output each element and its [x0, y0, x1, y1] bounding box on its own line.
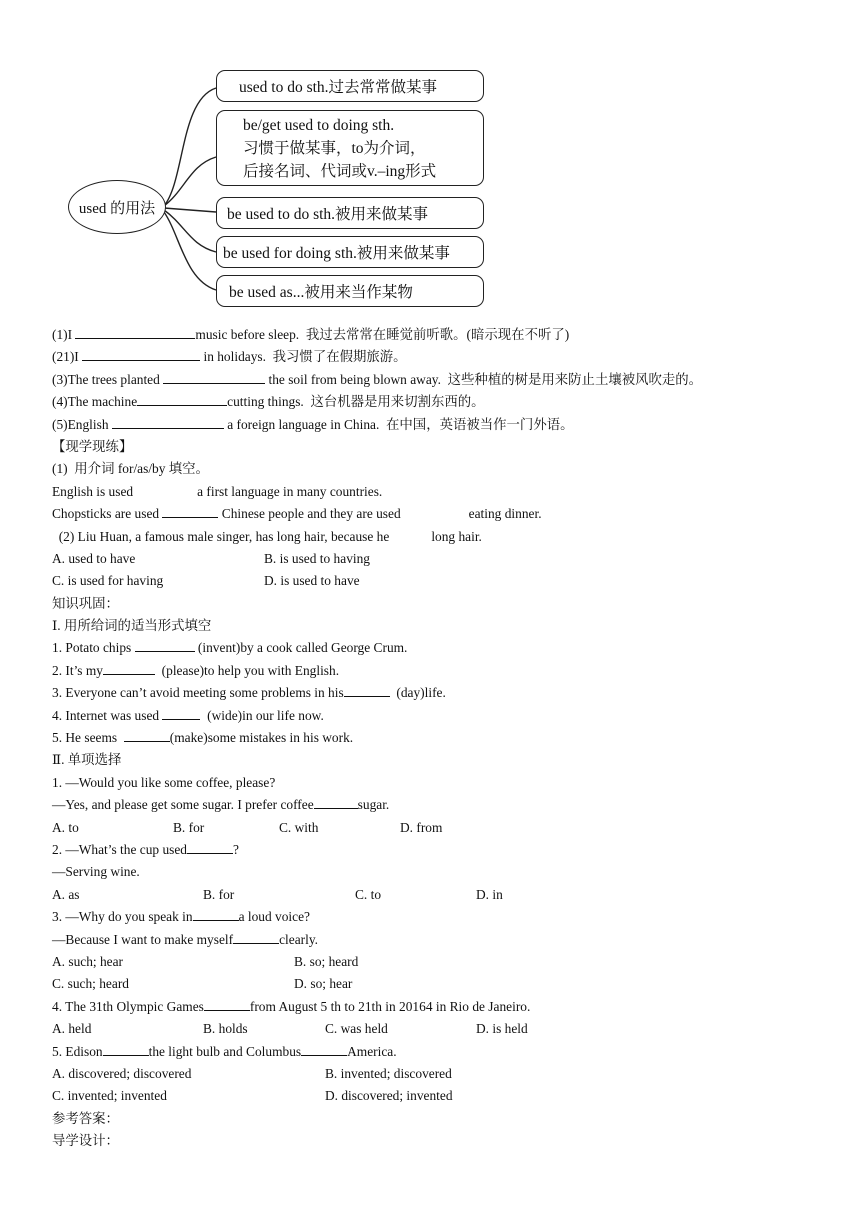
branch-1-text: used to do sth.过去常常做某事 — [239, 79, 438, 96]
option-d: D. is held — [476, 1021, 528, 1037]
text: (make)some mistakes in his work. — [169, 730, 354, 746]
guided-design-heading: 导学设计： — [52, 1133, 119, 1149]
option-a: A. held — [52, 1021, 92, 1037]
blank — [301, 1041, 347, 1056]
text: 5. He seems — [52, 730, 124, 746]
option-d: D. so; hear — [294, 976, 353, 992]
text: 5. Edison — [52, 1043, 103, 1059]
branch-5-text: be used as...被用来当作某物 — [229, 284, 413, 301]
blank — [75, 324, 195, 339]
practice-1-instruction: (1) 用介词 for/as/by 填空。 — [52, 461, 209, 477]
option-d: D. from — [400, 819, 443, 835]
text: 3. —Why do you speak in — [52, 909, 193, 925]
branch-used-to-do — [216, 70, 484, 102]
mc-3-question — [52, 906, 842, 928]
option-b: B. so; heard — [294, 953, 359, 969]
section-heading-practice: 【现学现练】 — [52, 438, 133, 454]
text: America. — [347, 1043, 397, 1059]
mc-4-question — [52, 996, 842, 1018]
blank — [187, 839, 233, 854]
branch-2-line1: be/get used to doing sth. — [243, 116, 395, 134]
blank — [314, 794, 358, 809]
section-heading-consolidation: 知识巩固： — [52, 595, 119, 611]
branch-3-text: be used to do sth.被用来做某事 — [227, 206, 429, 223]
text: (21)I — [52, 349, 83, 365]
blank — [204, 996, 250, 1011]
branch-be-used-to-do — [216, 197, 484, 229]
connector-3 — [164, 208, 216, 212]
practice-2-options-ab — [52, 548, 842, 570]
text: 2. It’s my — [52, 662, 103, 678]
mc-3-answer — [52, 929, 842, 951]
blank — [344, 682, 390, 697]
connector-2 — [164, 157, 216, 206]
used-usage-diagram — [60, 60, 500, 315]
branch-2-line3: 后接名词、代词或v.–ing形式 — [243, 162, 437, 180]
example-1 — [52, 324, 842, 346]
blank — [112, 414, 224, 429]
text: sugar. — [357, 797, 390, 813]
connector-1 — [164, 88, 216, 206]
mc-1-question: 1. —Would you like some coffee, please? — [52, 774, 276, 790]
text: Chinese people and they are used — [218, 506, 401, 522]
branch-2-line2: 习惯于做某事，to为介词， — [243, 139, 426, 157]
part-2-heading: Ⅱ. 单项选择 — [52, 752, 122, 768]
mc-2-question — [52, 839, 842, 861]
option-c: C. such; heard — [52, 976, 129, 992]
option-a: A. as — [52, 886, 80, 902]
text: —Yes, and please get some sugar. I prefer coffee — [52, 797, 314, 813]
text: —Because I want to make myself — [52, 931, 234, 947]
mc-2-answer: —Serving wine. — [52, 864, 140, 880]
example-2 — [52, 346, 842, 368]
practice-1a — [52, 481, 842, 503]
text: 4. The 31th Olympic Games — [52, 998, 204, 1014]
worksheet-body — [52, 324, 842, 1152]
connector-4 — [164, 210, 216, 252]
example-3 — [52, 369, 842, 391]
blank — [103, 1041, 149, 1056]
mc-1-answer — [52, 794, 842, 816]
blank — [193, 906, 239, 921]
branch-4-text: be used for doing sth.被用来做某事 — [223, 245, 450, 262]
text: (invent)by a cook called George Crum. — [194, 640, 408, 656]
blank — [233, 929, 279, 944]
branch-be-used-for-doing — [216, 236, 484, 268]
option-b: B. is used to having — [264, 550, 371, 566]
text: (day)life. — [389, 685, 446, 701]
text: (4)The machine — [52, 394, 138, 410]
fill-5 — [52, 727, 842, 749]
option-a: A. such; hear — [52, 953, 124, 969]
option-b: B. for — [173, 819, 205, 835]
mc-5-options-cd — [52, 1085, 842, 1107]
fill-3 — [52, 682, 842, 704]
option-c: C. is used for having — [52, 573, 164, 589]
text: (3)The trees planted — [52, 371, 164, 387]
text: Chopsticks are used — [52, 506, 163, 522]
mc-1-options — [52, 817, 842, 839]
practice-1b — [52, 503, 842, 525]
fill-2 — [52, 660, 842, 682]
blank — [163, 369, 265, 384]
text: ? — [233, 841, 239, 857]
text: (5)English — [52, 416, 112, 432]
text: the soil from being blown away. 这些种植的树是用来防止土壤被风吹走的。 — [265, 371, 703, 387]
connector-5 — [164, 212, 216, 290]
option-b: B. holds — [203, 1021, 248, 1037]
text: (wide)in our life now. — [200, 707, 324, 723]
blank — [124, 727, 170, 742]
text: a first language in many countries. — [197, 483, 383, 499]
option-a: A. discovered; discovered — [52, 1065, 192, 1081]
mc-4-options — [52, 1018, 842, 1040]
text: (please)to help you with English. — [154, 662, 340, 678]
blank — [135, 637, 195, 652]
option-c: C. invented; invented — [52, 1088, 167, 1104]
mc-2-options — [52, 884, 842, 906]
option-c: C. to — [355, 886, 382, 902]
practice-2 — [52, 526, 842, 548]
part-1-heading: Ⅰ. 用所给词的适当形式填空 — [52, 618, 212, 634]
text: 3. Everyone can’t avoid meeting some problems in his — [52, 685, 344, 701]
reference-answers-heading: 参考答案： — [52, 1110, 119, 1126]
text: 1. Potato chips — [52, 640, 135, 656]
text: (2) Liu Huan, a famous male singer, has long hair, because he — [52, 528, 390, 544]
text: 2. —What’s the cup used — [52, 841, 187, 857]
branch-be-used-as — [216, 275, 484, 307]
option-c: C. with — [279, 819, 319, 835]
text: music before sleep. 我过去常常在睡觉前听歌。(暗示现在不听了) — [195, 327, 570, 342]
text: 4. Internet was used — [52, 707, 163, 723]
text: (1)I — [52, 327, 76, 342]
text: the light bulb and Columbus — [148, 1043, 302, 1059]
option-d: D. discovered; invented — [325, 1088, 453, 1104]
blank — [162, 503, 218, 518]
blank — [162, 705, 200, 720]
blank — [82, 346, 200, 361]
text: cutting things. 这台机器是用来切割东西的。 — [227, 394, 485, 410]
text: long hair. — [431, 528, 482, 544]
text: English is used — [52, 483, 134, 499]
mc-3-options-cd — [52, 973, 842, 995]
option-b: B. for — [203, 886, 235, 902]
fill-4 — [52, 705, 842, 727]
text: from August 5 th to 21th in 20164 in Rio de Janeiro. — [249, 998, 531, 1014]
option-a: A. to — [52, 819, 79, 835]
branch-get-used-to-doing — [216, 110, 484, 186]
center-node: used 的用法 — [68, 180, 166, 234]
example-4 — [52, 391, 842, 413]
text: a loud voice? — [238, 909, 310, 925]
option-d: D. is used to have — [264, 573, 360, 589]
blank — [137, 391, 227, 406]
fill-1 — [52, 637, 842, 659]
option-d: D. in — [476, 886, 503, 902]
example-5 — [52, 414, 842, 436]
text: eating dinner. — [468, 506, 542, 522]
text: clearly. — [279, 931, 318, 947]
text: a foreign language in China. 在中国，英语被当作一门外语。 — [223, 416, 574, 432]
blank — [103, 660, 155, 675]
text: in holidays. 我习惯了在假期旅游。 — [200, 349, 407, 365]
option-a: A. used to have — [52, 550, 136, 566]
mc-5-question — [52, 1041, 842, 1063]
option-b: B. invented; discovered — [325, 1065, 452, 1081]
mc-3-options-ab — [52, 951, 842, 973]
mc-5-options-ab — [52, 1063, 842, 1085]
option-c: C. was held — [325, 1021, 388, 1037]
practice-2-options-cd — [52, 570, 842, 592]
